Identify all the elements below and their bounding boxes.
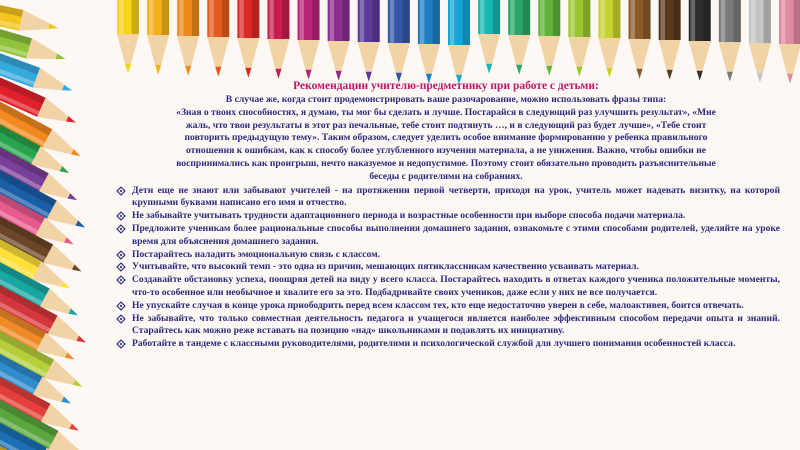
tip-item bbox=[112, 249, 780, 262]
tip-text: Создавайте обстановку успеха, поощряя детей на виду у всего класса. Постарайтесь находить в ответах каждого ученика положительные моменты, что-то особенное или необычное и хвалите его за это. Подбадривайте своих учеников, даже если у них не все получается. bbox=[132, 274, 780, 298]
intro-line: отношения к ошибкам, как к способу более углубленного изучения материала, а не унижения. Важно, чтобы ошибки не bbox=[186, 145, 706, 157]
intro-line: воспринимались как проигрыш, нечто наказуемое и недопустимое. Поэтому стоит обязательно проводить разъяснительные bbox=[176, 157, 716, 169]
diamond-bullet-icon bbox=[116, 339, 126, 349]
diamond-bullet-icon bbox=[116, 275, 126, 285]
tip-item bbox=[112, 185, 780, 211]
tip-text: Не забывайте, что только совместная деятельность педагога и учащегося является наиболее эффективным способом передачи опыта и знаний. Старайтесь как можно реже вставать на позицию «над» школьниками и подавлять их инициативу. bbox=[132, 312, 780, 337]
intro-paragraph bbox=[112, 94, 780, 184]
diamond-bullet-icon bbox=[116, 186, 126, 196]
tip-text: Дети еще не знают или забывают учителей - на протяжении первой четверти, приходя на урок, учитель может надевать визитку, на которой крупными буквами написано его имя и отчество. bbox=[132, 184, 780, 209]
diamond-bullet-icon bbox=[116, 314, 126, 324]
tip-item bbox=[112, 338, 780, 351]
intro-line: «Зная о твоих способностях, я думаю, ты мог бы сделать и лучше. Постарайся в следующий раз улучшить результат», «Мне bbox=[176, 106, 716, 118]
intro-line: В случае же, когда стоит продемонстрировать ваше разочарование, можно использовать фразы типа: bbox=[225, 94, 667, 105]
diamond-bullet-icon bbox=[116, 301, 126, 311]
tip-text: Работайте в тандеме с классными руководителями, родителями и психологической службой для лучшего понимания особенностей класса. bbox=[132, 338, 736, 350]
tip-item bbox=[112, 313, 780, 339]
slide-title: Рекомендации учителю-предметнику при работе с детьми: bbox=[293, 80, 599, 92]
intro-line: жаль, что твои результаты в этот раз печальные, тебе стоит подтянуть …, и в следующий раз будет лучше», «Тебе стоит bbox=[185, 119, 707, 131]
tip-text: Не забывайте учитывать трудности адаптационного периода и возрастные особенности при выборе способа подачи материала. bbox=[132, 210, 686, 222]
tip-item bbox=[112, 300, 780, 313]
tip-text: Учитывайте, что высокий темп - это одна из причин, мешающих пятиклассникам качественно усваивать материал. bbox=[132, 261, 639, 273]
tip-item bbox=[112, 261, 780, 274]
tip-item bbox=[112, 210, 780, 223]
tip-text: Постарайтесь наладить эмоциональную связь с классом. bbox=[132, 248, 381, 260]
tips-list bbox=[112, 185, 780, 351]
diamond-bullet-icon bbox=[116, 262, 126, 272]
tip-item bbox=[112, 274, 780, 300]
intro-line: повторить предыдущую тему». Таким образом, следует уделить особое внимание формированию у ребенка правильного bbox=[184, 132, 708, 144]
tip-text: Не упускайте случая в конце урока приободрить перед всем классом тех, кто еще недостаточно уверен в себе, малоактивен, боится отвечать. bbox=[132, 299, 744, 311]
diamond-bullet-icon bbox=[116, 224, 126, 234]
diamond-bullet-icon bbox=[116, 211, 126, 221]
intro-line: беседы с родителями на собраниях. bbox=[369, 170, 523, 182]
tip-text: Предложите ученикам более рациональные способы выполнения домашнего задания, ознакомьте с этими способами родителей, уделяйте на уроке время для объяснения домашнего задания. bbox=[132, 222, 780, 247]
diamond-bullet-icon bbox=[116, 250, 126, 260]
slide-content bbox=[112, 80, 780, 351]
tip-item bbox=[112, 223, 780, 249]
